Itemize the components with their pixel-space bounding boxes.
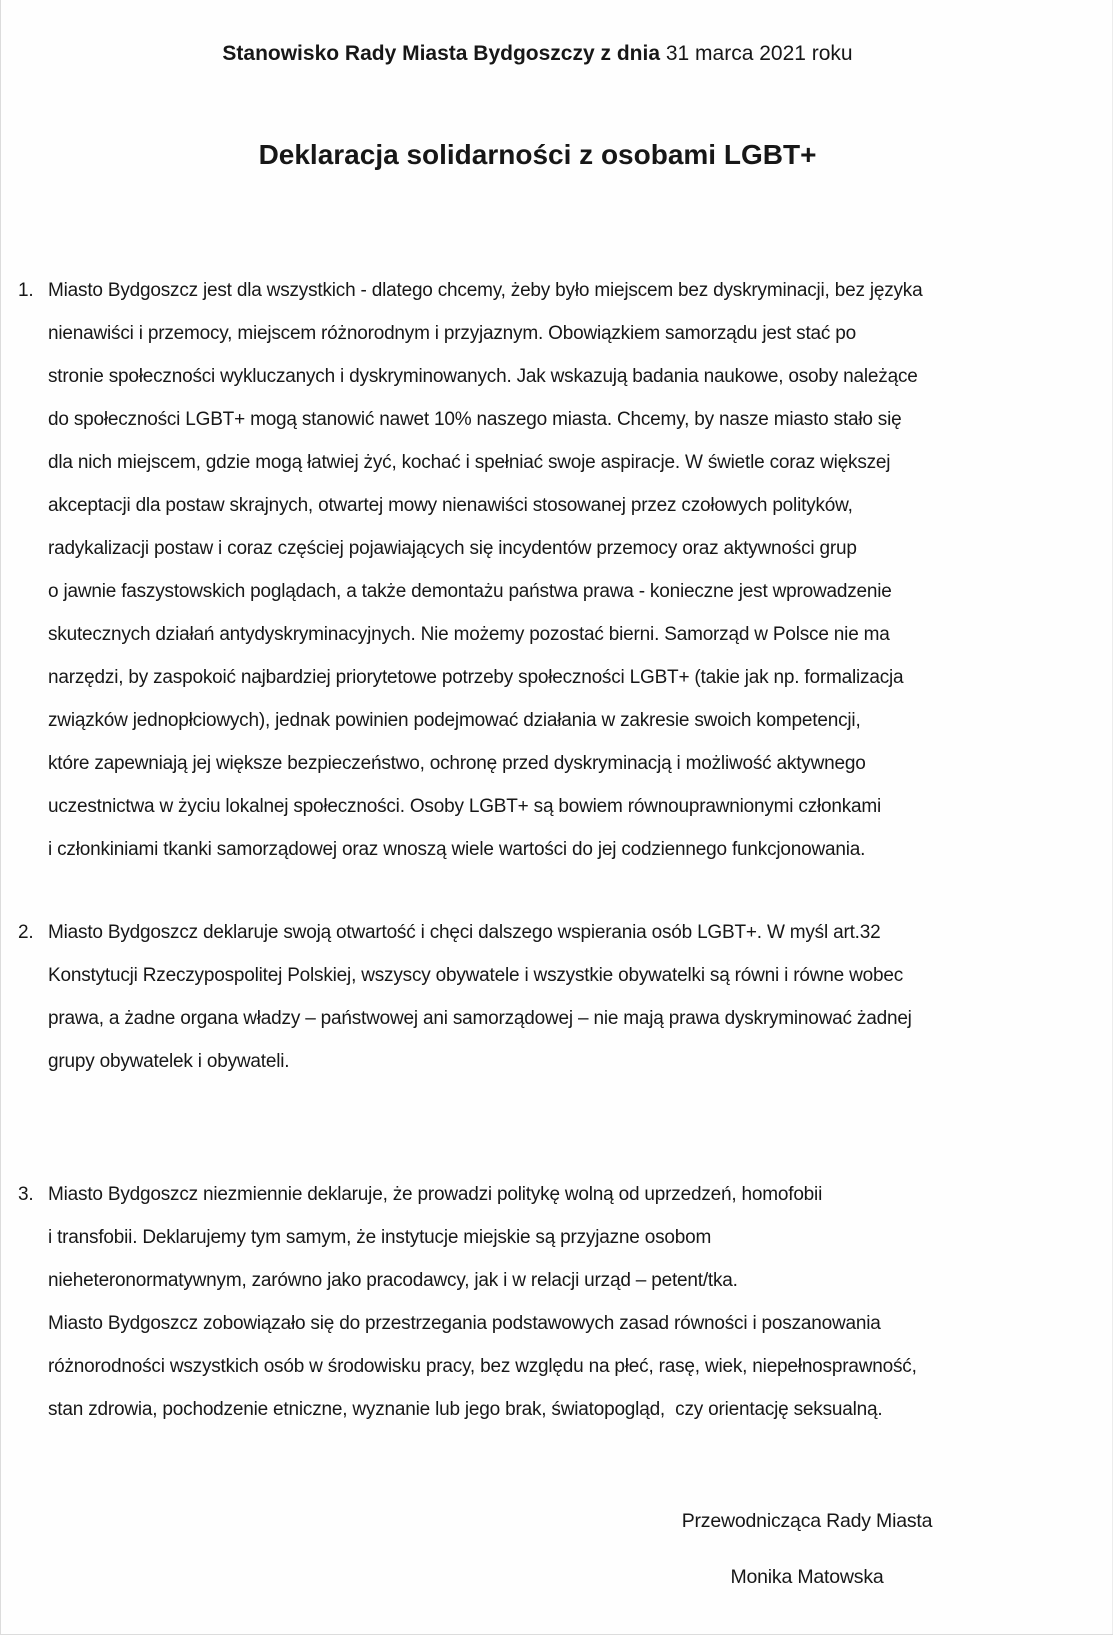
paragraph-line: stronie społeczności wykluczanych i dyskryminowanych. Jak wskazują badania naukowe, osoby należące (48, 366, 918, 387)
paragraph-line: o jawnie faszystowskich poglądach, a także demontażu państwa prawa - konieczne jest wprowadzenie (48, 581, 892, 602)
paragraph-line: prawa, a żadne organa władzy – państwowej ani samorządowej – nie mają prawa dyskryminować żadnej (48, 1008, 912, 1029)
paragraph-line: skutecznych działań antydyskryminacyjnych. Nie możemy pozostać bierni. Samorząd w Polsce nie ma (48, 624, 890, 645)
paragraph-line: nienawiści i przemocy, miejscem różnorodnym i przyjaznym. Obowiązkiem samorządu jest stać po (48, 323, 857, 344)
paragraph-3-number: 3. (18, 1184, 34, 1205)
paragraph-line: do społeczności LGBT+ mogą stanowić nawet 10% naszego miasta. Chcemy, by nasze miasto stało się (48, 409, 902, 430)
paragraph-line: uczestnictwa w życiu lokalnej społeczności. Osoby LGBT+ są bowiem równouprawnionymi członkami (48, 796, 882, 817)
paragraph-line: Miasto Bydgoszcz zobowiązało się do przestrzegania podstawowych zasad równości i poszanowania (48, 1313, 881, 1334)
paragraph-2 (0, 911, 1113, 1083)
paragraph-line: i członkiniami tkanki samorządowej oraz wnoszą wiele wartości do jej codziennego funkcjonowania. (48, 839, 866, 860)
paragraph-line: stan zdrowia, pochodzenie etniczne, wyznanie lub jego brak, światopogląd, czy orientację seksualną. (48, 1399, 883, 1420)
paragraph-line: związków jednopłciowych), jednak powinien podejmować działania w zakresie swoich kompetencji, (48, 710, 861, 731)
document-header-date: 31 marca 2021 roku (660, 42, 853, 65)
paragraph-line: które zapewniają jej większe bezpieczeństwo, ochronę przed dyskryminacją i możliwość aktywnego (48, 753, 866, 774)
paragraph-3 (0, 1173, 1113, 1431)
signature-role: Przewodnicząca Rady Miasta (681, 1510, 933, 1532)
paragraph-1-number: 1. (18, 280, 34, 301)
paragraph-line: Miasto Bydgoszcz deklaruje swoją otwartość i chęci dalszego wspierania osób LGBT+. W myśl art.32 (48, 922, 881, 943)
paragraph-line: różnorodności wszystkich osób w środowisku pracy, bez względu na płeć, rasę, wiek, niepełnosprawność, (48, 1356, 917, 1377)
paragraph-line: i transfobii. Deklarujemy tym samym, że instytucje miejskie są przyjazne osobom (48, 1227, 712, 1248)
paragraph-line: narzędzi, by zaspokoić najbardziej priorytetowe potrzeby społeczności LGBT+ (takie jak np. formalizacja (48, 667, 904, 688)
document-title: Deklaracja solidarności z osobami LGBT+ (258, 139, 817, 170)
paragraph-1-lines (48, 269, 1113, 871)
paragraph-line: dla nich miejscem, gdzie mogą łatwiej żyć, kochać i spełniać swoje aspiracje. W świetle coraz większej (48, 452, 891, 473)
paragraph-1 (0, 269, 1113, 871)
paragraph-line: nieheteronormatywnym, zarówno jako pracodawcy, jak i w relacji urząd – petent/tka. (48, 1270, 738, 1291)
paragraph-line: akceptacji dla postaw skrajnych, otwartej mowy nienawiści stosowanej przez czołowych polityków, (48, 495, 853, 516)
document-header-bold: Stanowisko Rady Miasta Bydgoszczy z dnia (222, 42, 660, 65)
paragraph-line: radykalizacji postaw i coraz częściej pojawiających się incydentów przemocy oraz aktywności grup (48, 538, 857, 559)
paragraph-line: Miasto Bydgoszcz jest dla wszystkich - dlatego chcemy, żeby było miejscem bez dyskryminacji, bez języka (48, 280, 923, 301)
paragraph-2-lines (48, 911, 1113, 1083)
paragraph-line: Miasto Bydgoszcz niezmiennie deklaruje, że prowadzi politykę wolną od uprzedzeń, homofobii (48, 1184, 823, 1205)
paragraph-2-number: 2. (18, 922, 34, 943)
paragraph-line: grupy obywatelek i obywateli. (48, 1051, 290, 1072)
signature-name: Monika Matowska (730, 1566, 884, 1588)
paragraph-line: Konstytucji Rzeczypospolitej Polskiej, wszyscy obywatele i wszystkie obywatelki są równi i równe wobec (48, 965, 903, 986)
document-header (0, 42, 1075, 66)
paragraph-3-lines (48, 1173, 1113, 1431)
